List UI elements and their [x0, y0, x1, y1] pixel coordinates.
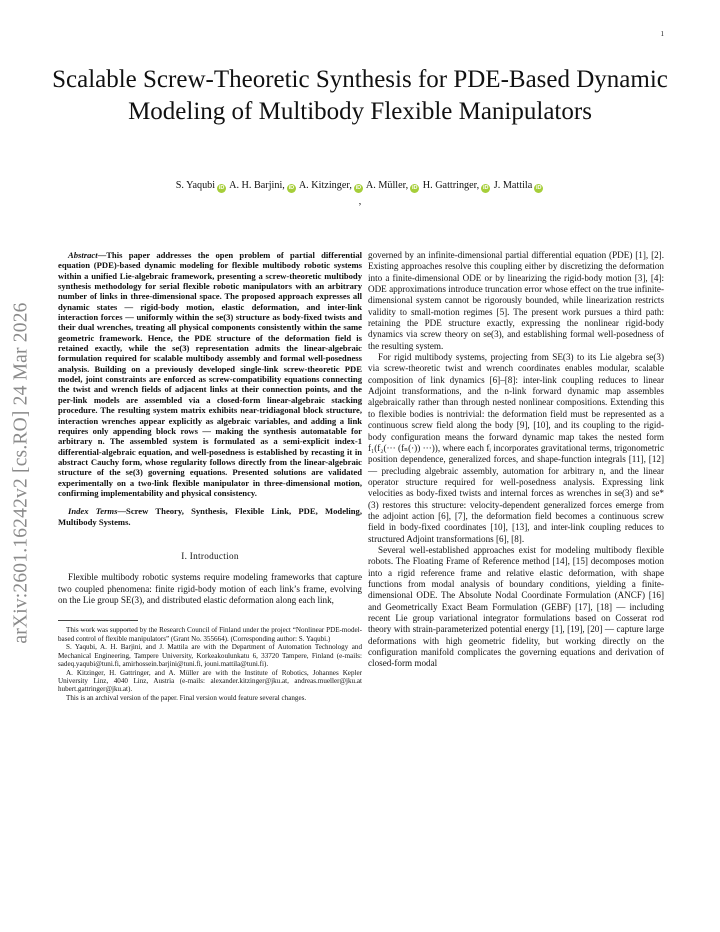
right-column [368, 250, 664, 670]
author-name: S. Yaqubi [175, 180, 216, 191]
orcid-icon[interactable]: iD [482, 185, 489, 191]
author-name: A. Müller, [365, 180, 409, 191]
orcid-icon[interactable]: iD [355, 185, 362, 191]
intro-paragraph: Flexible multibody robotic systems require modeling frameworks that capture two coupled phenomena: finite rigid-body motion of each link’s frame, evolving on the Lie group SE(3), and distributed elastic deformation along each link, [58, 572, 362, 605]
author-name: A. Kitzinger, [298, 180, 352, 191]
index-terms-label: Index Terms [68, 506, 118, 517]
body-paragraph: For rigid multibody systems, projecting from SE(3) to its Lie algebra se(3) via screw-theoretic twist and wrench coordinates enables modular, scalable composition of link dynamics [6]–[8]: inter-link coupling reduces to linear Adjoint transformations, and the n-link forward dynamic map assembles algebraically rather than through nested nonlinear compositions. Extending this to flexible bodies is nontrivial: the deformation field must be represented as a continuous screw field along the body [9], [10], and its coupling to the rigid-body configuration means the forward dynamic map takes the nested form f₁(f₂(··· (fₙ(·)) ···)), where each fᵢ incorporates gravitational terms, trigonometric position dependence, generalized forces, and shape-function integrals [11], [12] — precluding algebraic assembly, automation for arbitrary n, and the linear operator structure required for well-posedness analysis. Expressing link velocities as body-fixed twists and internal forces as wrenches in se(3) and se*(3) restores this structure: velocity-dependent generalized forces emerge from the adjoint action [6], [7], the deformation field becomes a continuous screw field in body-fixed coordinates [10], [13], and inter-link coupling reduces to structured Adjoint transformations [6], [8]. [368, 352, 664, 544]
paper-title: Scalable Screw-Theoretic Synthesis for PDE-Based Dynamic Modeling of Multibody Flexible Manipulators [52, 66, 668, 125]
left-column [58, 250, 362, 702]
orcid-icon[interactable]: iD [536, 185, 542, 191]
index-terms-text: —Screw Theory, Synthesis, Flexible Link, PDE, Modeling, Multibody Systems. [58, 506, 363, 527]
orcid-icon[interactable]: iD [218, 185, 225, 191]
footnote-affiliation-linz: A. Kitzinger, H. Gattringer, and A. Müller are with the Institute of Robotics, Johannes Kepler University Linz, 4040 Linz, Austria (e-mails: alexander.kitzinger@jku.at, andreas.mueller@jku.at hubert.gattringer@jku.at). [58, 668, 362, 694]
arxiv-stamp [2, 258, 42, 688]
body-paragraph: Several well-established approaches exist for modeling multibody flexible robots. The Floating Frame of Reference method [14], [15] decomposes motion into a rigid reference frame and relative elastic deformation, with shape functions from modal analysis of boundary conditions, yielding a finite-dimensional ODE. The Absolute Nodal Coordinate Formulation (ANCF) [16] and Geometrically Exact Beam Formulation (GEBF) [17], [18] — including recent Lie group variational integrator formulations based on Cosserat rod theory with strain-parameterized potential energy [1], [19], [20] — capture large deformations with high geometric fidelity, but working directly on the configuration manifold complicates the governing equations and derivation of closed-form modal [368, 544, 664, 669]
author-name: H. Gattringer, [422, 180, 480, 191]
footnote-affiliation-tampere: S. Yaqubi, A. H. Barjini, and J. Mattila are with the Department of Automation Technology and Mechanical Engineering, Tampere University, Korkeakoulunkatu 6, 33720 Tampere, Finland (e-mails: sadeq.yaqubi@tuni.fi, amirhossein.barjini@tuni.fi, jouni.mattila@tuni.fi). [58, 643, 362, 669]
section-heading-introduction: I. Introduction [181, 550, 239, 561]
orcid-icon[interactable]: iD [288, 185, 295, 191]
footnote-archival: This is an archival version of the paper. Final version would feature several changes. [66, 693, 307, 702]
footnote-divider [58, 620, 138, 621]
orcid-icon[interactable]: iD [411, 185, 418, 191]
footnote-funding: This work was supported by the Research Council of Finland under the project “Nonlinear PDE-model-based control of flexible manipulators” (Grant No. 355664). (Corresponding author: S. Yaqubi.) [58, 626, 362, 643]
author-name: A. H. Barjini, [229, 180, 285, 191]
abstract-text: —This paper addresses the open problem of partial differential equation (PDE)-based dynamic modeling for flexible multibody robotic systems within a unified Lie-algebraic framework, presenting a screw-theoretic multibody synthesis methodology for serial flexible robotic manipulators with an arbitrary number of links in three-dimensional space. The proposed approach expresses all dynamic states — rigid-body motion, elastic deformation, and inter-link interaction forces — uniformly within the se(3) structure as body-fixed twists and their dual wrenches, treating all physical components consistently within the same geometric framework. Hence, the PDE structure of the deformation field is retained exactly, while the se(3) representation admits the linear-algebraic formulation required for scalable multibody assembly and formal well-posedness analysis. Building on a previously developed single-link screw-theoretic PDE model, joint constraints are enforced as screw-compatibility equations connecting the twist and wrench fields of adjacent links at their connection points, and the per-link models are assembled via a closed-form linear-algebraic stacking procedure. The resulting system matrix exhibits near-tridiagonal block structure, interaction wrenches appear explicitly as algebraic variables, and adding a link requires only appending block rows — making the synthesis automatable for arbitrary n. The assembled system is formulated as a semi-explicit index-1 differential-algebraic equation, and well-posedness is established by recasting it in abstract Cauchy form, whose regularity follows directly from the linear-algebraic structure of the se(3) governing equations. Presented solutions are validated experimentally on a two-link flexible manipulator in three-dimensional motion, confirming implementability and physical consistency. [58, 250, 362, 498]
arxiv-stamp-text: arXiv:2601.16242v2 [cs.RO] 24 Mar 2026 [11, 302, 33, 644]
abstract-label: Abstract [68, 250, 98, 260]
index-terms [58, 506, 362, 527]
page-number: 1 [660, 30, 664, 38]
author-name: J. Mattila [493, 180, 533, 191]
abstract [58, 250, 362, 498]
author-list [40, 180, 680, 193]
body-paragraph: governed by an infinite-dimensional partial differential equation (PDE) [1], [2]. Existing approaches resolve this coupling either by discretizing the deformation into a finite-dimensional ODE or by linearizing the rigid-body motion [3], [4]: ODE approximations introduce truncation error whose effect on the true infinite-dimensional system cannot be rigorously bounded, while linearization restricts validity to small-motion regimes [5]. The present work pursues a third path: retaining the PDE structure exactly, expressing the nonlinear rigid-body dynamics via screw theory on se(3), and establishing formal well-posedness of the resulting system. [368, 250, 664, 351]
author-affiliation-separator: , [358, 196, 362, 207]
